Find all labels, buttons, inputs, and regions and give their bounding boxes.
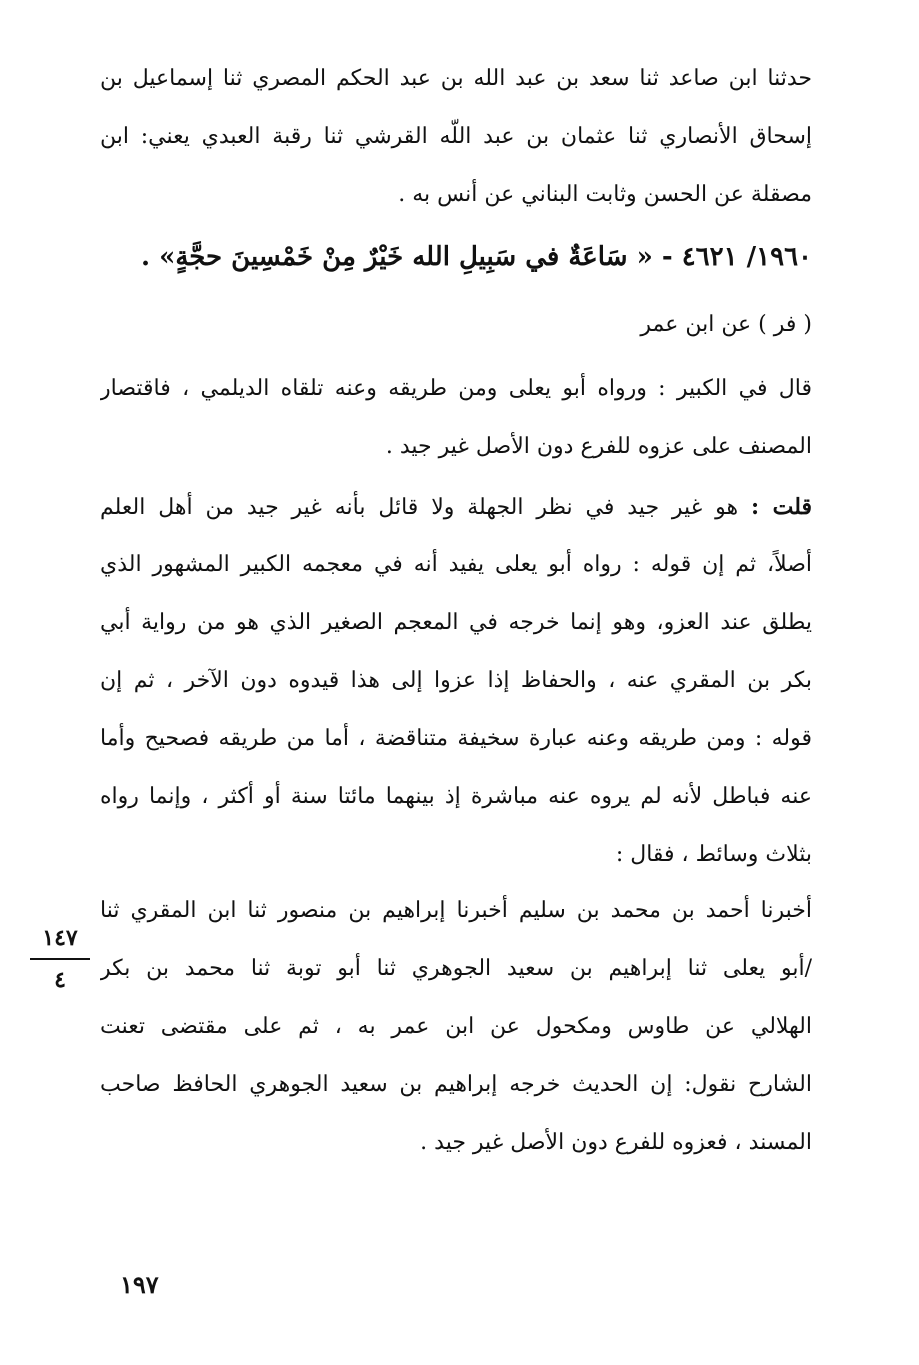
margin-reference-bottom: ٤ [54,967,66,993]
text-line: قال في الكبير : ورواه أبو يعلى ومن طريقه وعنه تلقاه الديلمي ، فاقتصار [100,376,812,401]
text-line: /أبو يعلى ثنا إبراهيم بن سعيد الجوهري ثنا أبو توبة ثنا محمد بن بكر [100,956,812,981]
text-line: أصلاً، ثم إن قوله : رواه أبو يعلى يفيد أنه في معجمه الكبير المشهور الذي [100,552,812,577]
text-line: المصنف على عزوه للفرع دون الأصل غير جيد . [385,434,812,459]
hadith-source [100,296,812,354]
text-line: عنه فباطل لأنه لم يروه عنه مباشرة إذ بينهما مائتا سنة أو أكثر ، وإنما رواه [100,784,812,809]
margin-reference-divider [30,958,90,960]
text-line: قوله : ومن طريقه وعنه عبارة سخيفة متناقضة ، أما من طريقه فصحيح وأما [100,726,812,751]
text-line: إسحاق الأنصاري ثنا عثمان بن عبد اللّه القرشي ثنا رقبة العبدي يعني: ابن [100,124,812,149]
source-attribution: ( فر ) عن ابن عمر [640,312,812,337]
text-line: يطلق عند العزو، وهو إنما خرجه في المعجم الصغير الذي هو من رواية أبي [100,610,812,635]
text-line: المسند ، فعزوه للفرع دون الأصل غير جيد . [420,1130,812,1155]
paragraph-commentary [100,360,812,476]
page-number: ١٩٧ [120,1270,159,1299]
text-line: بثلاث وسائط ، فقال : [615,842,812,867]
paragraph-isnad [100,882,812,1172]
text-line: مصقلة عن الحسن وثابت البناني عن أنس به . [398,182,812,207]
paragraph-response [100,478,812,884]
hadith-text: ١٩٦٠/ ٤٦٢١ - « سَاعَةٌ في سَبِيلِ الله خَيْرٌ مِنْ خَمْسِينَ حجَّةٍ» . [140,242,812,272]
margin-reference-top: ١٤٧ [42,925,78,951]
hadith-entry [100,228,812,286]
text-line: الشارح نقول: إن الحديث خرجه إبراهيم بن سعيد الجوهري الحافظ صاحب [100,1072,812,1097]
margin-reference [30,924,90,994]
paragraph-chain-of-narration [100,50,812,224]
text-line: أخبرنا أحمد بن محمد بن سليم أخبرنا إبراهيم بن منصور ثنا ابن المقري ثنا [100,898,812,923]
text-line: حدثنا ابن صاعد ثنا سعد بن عبد الله بن عبد الحكم المصري ثنا إسماعيل بن [100,66,812,91]
text-line [100,478,812,536]
text-line: الهلالي عن طاوس ومكحول عن ابن عمر به ، ثم على مقتضى تعنت [100,1014,812,1039]
response-lead: قلت : [750,494,812,520]
response-first-line: هو غير جيد في نظر الجهلة ولا قائل بأنه غير جيد من أهل العلم [100,495,739,520]
text-line: بكر بن المقري عنه ، والحفاظ إذا عزوا إلى هذا قيدوه دون الآخر ، ثم إن [100,668,812,693]
